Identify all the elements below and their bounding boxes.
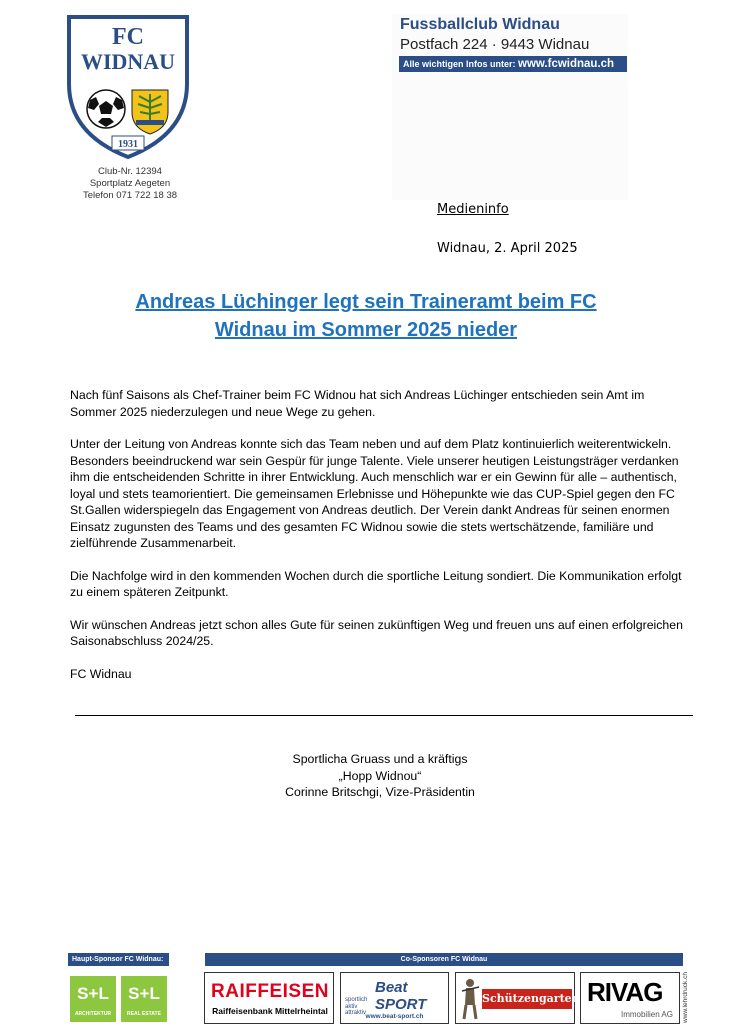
beat-tagline-1: sportlich xyxy=(345,997,368,1003)
football-icon xyxy=(87,90,125,128)
crest-year: 1931 xyxy=(118,139,138,150)
paragraph-1: Nach fünf Saisons als Chef-Trainer beim FC Widnou hat sich Andreas Lüchinger entschieden sein Amt im Sommer 2025 niederzulegen und neue Wege zu gehen. xyxy=(70,388,645,419)
sponsor-beat-sport-logo xyxy=(340,972,449,1024)
printer-url: www.lehrdruck.ch xyxy=(682,972,689,1023)
media-label: Medieninfo xyxy=(437,202,509,217)
club-ground: Sportplatz Aegeten xyxy=(89,178,171,190)
sponsor-raiffeisen-logo xyxy=(204,972,334,1024)
info-prefix: Alle wichtigen Infos unter: xyxy=(403,59,519,69)
closing-signature: Corinne Britschgi, Vize-Präsidentin xyxy=(285,785,475,799)
paragraph-4: Wir wünschen Andreas jetzt schon alles Gute für seinen zukünftigen Weg und freuen uns auf einen erfolgreichen Saisonabschluss 2024/25. xyxy=(70,617,683,648)
place-date: Widnau, 2. April 2025 xyxy=(437,241,578,256)
club-crest-logo xyxy=(66,14,190,160)
raiffeisen-name: RAIFFEISEN xyxy=(211,981,329,1002)
club-phone: Telefon 071 722 18 38 xyxy=(82,190,178,202)
raiffeisen-subtitle: Raiffeisenbank Mittelrheintal xyxy=(212,1006,328,1016)
sponsor-schuetzengarten-logo xyxy=(455,972,580,1024)
paragraph-2: Unter der Leitung von Andreas konnte sich das Team neben und auf dem Platz kontinuierlich weiterentwickeln. Besonders beeindruckend war sein Gespür für junge Talente. Viele unserer heutigen Leistungsträger verdanken ihm die entscheidenden Schritte in ihrer Entwicklung. Auch menschlich war er ein Gewinn für alle – authentisch, loyal und stets teamorientiert. Die gemeinsamen Erlebnisse und Höhepunkte wie das CUP-Spiel gegen den FC St.Gallen widerspiegeln das Engagement von Andreas deutlich. Der Verein dankt Andreas für seinen enormen Einsatz zugunsten des Teams und des gesamten FC Widnou sowie die stets wertschätzende, familiäre und zielführende Zusammenarbeit. xyxy=(70,437,679,550)
info-bar xyxy=(399,56,627,72)
page-title xyxy=(60,288,672,344)
signoff: FC Widnau xyxy=(70,666,132,681)
crest-fc-text: FC xyxy=(112,24,144,50)
press-release-body xyxy=(70,387,690,698)
sl-real-estate-mark: S+L xyxy=(128,984,160,1003)
closing-line-2: „Hopp Widnou“ xyxy=(338,768,422,783)
beat-sport-url: www.beat-sport.ch xyxy=(365,1013,424,1020)
headline-line-1: Andreas Lüchinger legt sein Traineramt beim FC xyxy=(135,291,597,313)
headline-line-2: Widnau im Sommer 2025 nieder xyxy=(214,319,518,341)
co-sponsor-heading: Co-Sponsoren FC Widnau xyxy=(205,953,683,966)
closing-line-1: Sportlicha Gruass und a kräftigs xyxy=(292,752,468,766)
letterhead xyxy=(392,14,628,200)
club-address: Postfach 224 · 9443 Widnau xyxy=(400,36,590,53)
sponsor-sl-real-estate-logo xyxy=(121,976,167,1022)
club-number: Club-Nr. 12394 xyxy=(98,166,162,177)
sl-architektur-label: ARCHITEKTUR xyxy=(74,1011,112,1017)
schuetzengarten-name: Schützengarten xyxy=(482,989,572,1009)
sl-real-estate-label: REAL ESTATE xyxy=(127,1011,161,1017)
club-meta xyxy=(78,166,182,203)
paragraph-3: Die Nachfolge wird in den kommenden Wochen durch die sportliche Leitung sondiert. Die Kommunikation erfolgt zu einem späteren Zeitpunkt. xyxy=(70,568,682,599)
beat-tagline-3: attraktiv xyxy=(345,1010,367,1016)
rivag-subtitle: Immobilien AG xyxy=(620,1010,673,1019)
sponsor-sl-architektur-logo xyxy=(70,976,116,1022)
closing-greeting xyxy=(230,751,530,801)
sponsor-rivag-logo xyxy=(580,972,680,1024)
marksman-figure-icon xyxy=(460,977,480,1021)
crest-widnau-text: WIDNAU xyxy=(80,49,176,74)
rivag-wordmark: RIVAG xyxy=(587,977,663,1007)
club-name: Fussballclub Widnau xyxy=(400,16,560,33)
divider xyxy=(75,715,693,716)
website-link[interactable]: www.fcwidnau.ch xyxy=(518,58,615,70)
beat-sport-wordmark: Beat SPORT xyxy=(375,979,427,1013)
beat-tagline-2: aktiv xyxy=(345,1003,358,1010)
main-sponsor-heading: Haupt-Sponsor FC Widnau: xyxy=(68,953,169,966)
sl-architektur-mark: S+L xyxy=(77,984,109,1003)
